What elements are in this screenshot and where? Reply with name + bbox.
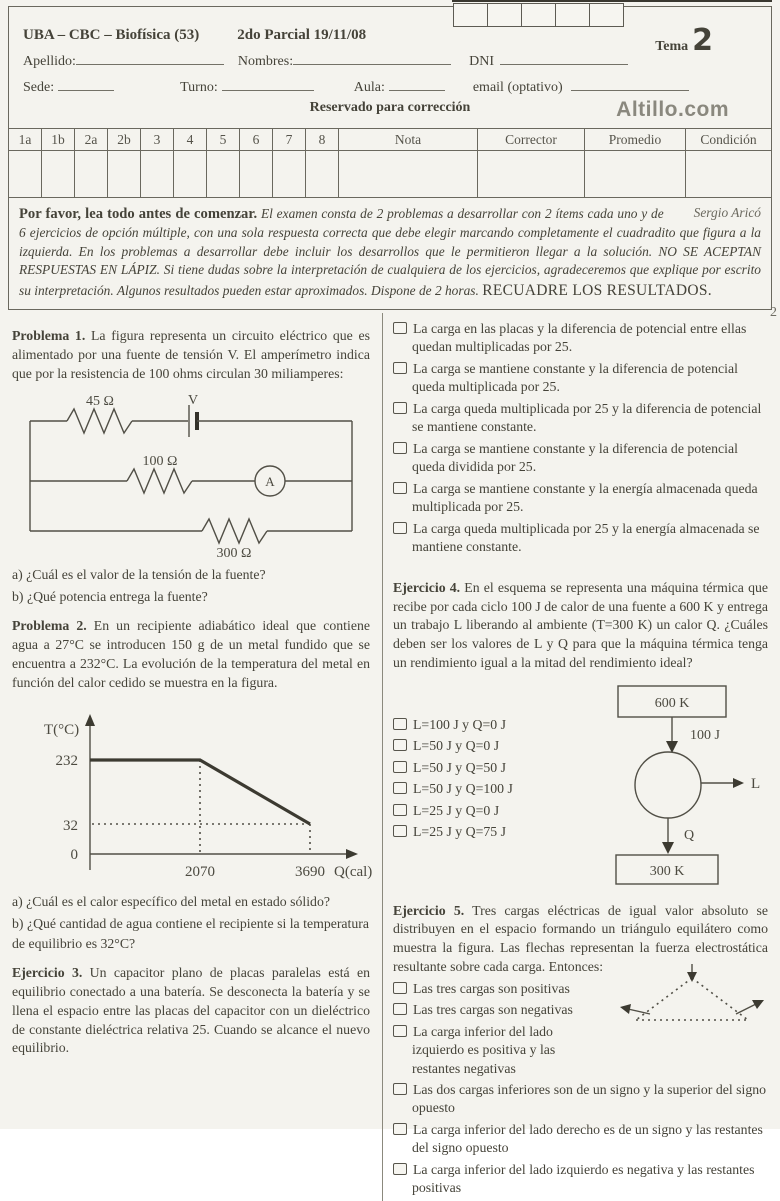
problema1-title: Problema 1.	[12, 328, 86, 343]
ejercicio5-text: Tres cargas eléctricas de igual valor absoluto se distribuyen en el espacio formando un triángulo equilátero como muestra la figura. Las flechas representan la fuerza electrostática resultante sobre cada carga. Entonces:	[393, 902, 769, 974]
ejercicio4-title: Ejercicio 4.	[393, 579, 461, 595]
author-signature: Sergio Aricó	[693, 205, 761, 220]
resistor-bottom-label: 300 Ω	[216, 546, 252, 562]
grade-cell	[9, 151, 42, 198]
nombres-blank	[293, 51, 451, 65]
grade-cell	[141, 151, 174, 198]
ej5-option	[393, 1081, 768, 1118]
left-force-arrowhead-icon	[620, 1004, 631, 1014]
circuit-diagram	[12, 393, 370, 561]
grade-cell	[108, 151, 141, 198]
charge-triangle-diagram	[616, 962, 768, 1038]
nombres-label: Nombres:	[237, 54, 294, 69]
ej3-option	[393, 400, 768, 437]
grade-col: 8	[306, 129, 339, 151]
ammeter-label: A	[265, 474, 275, 490]
checkbox-icon	[393, 522, 407, 534]
header-fields-row-2	[23, 77, 757, 96]
grade-col: 1a	[9, 129, 42, 151]
ej4-option	[393, 759, 588, 777]
tema-number: 2	[692, 23, 713, 58]
checkbox-icon	[393, 1163, 407, 1175]
course-title-line	[23, 27, 757, 44]
ej3-option	[393, 320, 768, 357]
email-label: email (optativo)	[472, 80, 563, 95]
ejercicio3-statement	[12, 964, 370, 1058]
turno-label: Turno:	[180, 80, 218, 95]
checkbox-icon	[393, 1025, 407, 1037]
ejercicio3-options	[393, 320, 768, 557]
checkbox-icon	[393, 782, 407, 794]
ejercicio4-figure-row	[393, 683, 768, 888]
ejercicio4-options	[393, 683, 588, 888]
heat-out-label: Q	[684, 827, 695, 843]
ej5-option	[393, 1121, 768, 1158]
x-axis-arrow-icon	[346, 849, 358, 859]
instructions-lead: Por favor, lea todo antes de comenzar.	[19, 206, 258, 222]
aula-blank	[389, 77, 445, 91]
course-title: UBA – CBC – Biofísica (53)	[23, 27, 200, 43]
ej3-option-text: La carga queda multiplicada por 25 y la energía almacenada se mantiene constante.	[412, 520, 760, 555]
reserved-title: Reservado para corrección	[309, 100, 471, 115]
ej5-option-text: Las dos cargas inferiores son de un signo y la superior del signo opuesto	[412, 1081, 767, 1116]
checkbox-icon	[393, 825, 407, 837]
problema2-statement	[12, 617, 370, 692]
resistor-mid-label: 100 Ω	[142, 454, 178, 470]
turno-blank	[222, 77, 314, 91]
scan-edge-artifact	[452, 0, 772, 2]
aula-label: Aula:	[353, 80, 385, 95]
resistor-mid	[127, 469, 192, 493]
ej4-option-text: L=50 J y Q=100 J	[413, 781, 513, 797]
ej3-option-text: La carga queda multiplicada por 25 y la diferencia de potencial se mantiene constante.	[412, 400, 762, 435]
tema-badge	[655, 23, 713, 58]
triangle-left-side	[636, 978, 692, 1020]
exam-header	[8, 6, 772, 128]
ej4-option	[393, 823, 588, 841]
grade-cell	[686, 151, 772, 198]
instructions-body: El examen consta de 2 problemas a desarrollar con 2 ítems cada uno y de 6 ejercicios de opción múltiple, con una sola respuesta correcta que debe elegir marcando completamente el cuadradito que figura a la izquierda. En los problemas a desarrollar debe incluir los desarrollos que le permitieron llegar a la solución. NO SE ACEPTAN RESPUESTAS EN LÁPIZ. Si tiene dudas sobre la interpretación de cualquiera de los ejercicios, agradeceremos que explique por escrito su interpretación. Algunos resultados pueden estar aproximados. Dispone de 2 horas.	[19, 206, 761, 298]
grade-cell	[273, 151, 306, 198]
top-force-arrowhead-icon	[687, 972, 697, 982]
checkbox-icon	[393, 402, 407, 414]
ej5-option	[393, 1161, 768, 1198]
problema2-title: Problema 2.	[12, 618, 87, 634]
checkbox-icon	[393, 362, 407, 374]
grade-cell	[207, 151, 240, 198]
grade-col: 3	[141, 129, 174, 151]
y-axis-arrow-icon	[85, 714, 95, 726]
email-blank	[571, 77, 689, 91]
checkbox-icon	[393, 1083, 407, 1095]
checkbox-icon	[393, 1003, 407, 1015]
apellido-blank	[76, 51, 224, 65]
hot-reservoir-label: 600 K	[654, 695, 690, 711]
ejercicio3-title: Ejercicio 3.	[12, 965, 83, 981]
grade-cell	[75, 151, 108, 198]
ejercicio5-options	[393, 980, 768, 1198]
heat-in-arrowhead-icon	[666, 741, 678, 753]
tema-label: Tema	[655, 39, 689, 54]
code-box	[556, 3, 590, 27]
checkbox-icon	[393, 804, 407, 816]
ejercicio4-statement	[393, 579, 768, 673]
ej4-option-text: L=50 J y Q=50 J	[413, 759, 506, 775]
grade-cell	[306, 151, 339, 198]
checkbox-icon	[393, 761, 407, 773]
ejercicio3-text: Un capacitor plano de placas paralelas está en equilibrio conectado a una batería. Se desconecta la batería y se llena el espacio entre las placas del capacitor con un dieléctrico de constante dieléctrica relativa 25. Cuando se alcance el nuevo equilibrio.	[12, 965, 371, 1056]
grade-col: Nota	[339, 129, 478, 151]
exam-sheet	[8, 6, 772, 1201]
altillo-watermark: Altillo.com	[616, 98, 729, 121]
problema1-statement	[12, 327, 370, 383]
ej3-option	[393, 520, 768, 557]
ej3-option-text: La carga se mantiene constante y la diferencia de potencial queda multiplicada por 25.	[412, 360, 738, 395]
ej4-option	[393, 716, 588, 734]
grade-cell	[240, 151, 273, 198]
ej4-option-text: L=100 J y Q=0 J	[413, 716, 506, 732]
apellido-label: Apellido:	[23, 54, 76, 69]
grade-col: 5	[207, 129, 240, 151]
resistor-top	[67, 409, 132, 433]
grade-col: 1b	[42, 129, 75, 151]
heat-out-arrowhead-icon	[662, 842, 674, 854]
y-tick-232: 232	[55, 753, 78, 770]
checkbox-icon	[393, 718, 407, 730]
grade-col: Condición	[686, 129, 772, 151]
reserved-line	[23, 100, 757, 126]
ej4-option-text: L=25 J y Q=75 J	[413, 823, 506, 839]
exam-body	[8, 313, 772, 1201]
grade-table	[8, 128, 772, 198]
ej5-option-text: Las tres cargas son positivas	[413, 980, 570, 996]
ej3-option	[393, 480, 768, 517]
source-label: V	[187, 393, 199, 409]
ej4-option	[393, 802, 588, 820]
ej4-option	[393, 780, 588, 798]
ej4-option-text: L=50 J y Q=0 J	[413, 738, 500, 754]
work-label: L	[751, 775, 761, 792]
cold-reservoir-label: 300 K	[649, 863, 685, 879]
ej5-option-text: La carga inferior del lado izquierdo es negativa y las restantes positivas	[412, 1161, 755, 1196]
checkbox-icon	[393, 1123, 407, 1135]
problema1-text: La figura representa un circuito eléctrico que es alimentado por una fuente de tensión V. El amperímetro indica que por la resistencia de 100 ohms circulan 30 miliamperes:	[12, 328, 370, 381]
problema2-question-a: a) ¿Cuál es el calor específico del metal en estado sólido?	[12, 894, 330, 910]
sede-label: Sede:	[23, 80, 55, 95]
grade-col: Corrector	[478, 129, 585, 151]
checkbox-icon	[393, 482, 407, 494]
x-tick-3690: 3690	[295, 864, 325, 881]
x-tick-2070: 2070	[185, 864, 215, 881]
y-axis-label: T(°C)	[44, 722, 80, 739]
y-tick-0: 0	[70, 847, 78, 864]
checkbox-icon	[393, 322, 407, 334]
ej3-option	[393, 360, 768, 397]
dni-blank	[500, 51, 628, 65]
checkbox-icon	[393, 442, 407, 454]
ej3-option-text: La carga en las placas y la diferencia de potencial entre ellas quedan multiplicadas por 25.	[412, 321, 747, 355]
grade-col: 2a	[75, 129, 108, 151]
resistor-top-label: 45 Ω	[86, 394, 114, 410]
grade-col: 6	[240, 129, 273, 151]
ej4-option-text: L=25 J y Q=0 J	[413, 802, 500, 818]
grade-cell	[478, 151, 585, 198]
ej3-option-text: La carga se mantiene constante y la energía almacenada queda multiplicada por 25.	[412, 480, 758, 515]
grade-table-header-row	[9, 129, 772, 151]
resistor-bottom	[202, 519, 267, 543]
right-force-arrow	[736, 1004, 756, 1014]
x-axis-label: Q(cal)	[334, 864, 373, 881]
heat-in-label: 100 J	[690, 727, 720, 743]
ej5-option-text: La carga inferior del lado derecho es de un signo y las restantes del signo opuesto	[412, 1121, 763, 1156]
grade-cell	[42, 151, 75, 198]
grade-col: 4	[174, 129, 207, 151]
grade-cell	[339, 151, 478, 198]
heat-engine-diagram	[588, 683, 763, 888]
exam-title: 2do Parcial 19/11/08	[237, 27, 367, 43]
triangle-right-side	[692, 978, 748, 1020]
engine-circle	[635, 752, 701, 818]
grade-cell	[585, 151, 686, 198]
grade-col: Promedio	[585, 129, 686, 151]
checkbox-icon	[393, 739, 407, 751]
ej5-option-text: Las tres cargas son negativas	[413, 1002, 573, 1018]
header-fields-row-1	[23, 51, 757, 70]
problema2-text: En un recipiente adiabático ideal que contiene agua a 27°C se introducen 150 g de un metal fundido que se encuentra a 232°C. La evolución de la temperatura del metal en función del calor cedido se muestra en la figura.	[12, 618, 370, 690]
temperature-vs-heat-chart	[12, 702, 373, 888]
work-arrowhead-icon	[733, 778, 744, 788]
ej3-option-text: La carga se mantiene constante y la diferencia de potencial queda dividida por 25.	[412, 440, 738, 475]
grade-col: 2b	[108, 129, 141, 151]
code-box	[590, 3, 624, 27]
ejercicio5-title: Ejercicio 5.	[393, 902, 465, 918]
checkbox-icon	[393, 982, 407, 994]
dni-label: DNI	[469, 54, 494, 69]
student-code-boxes	[453, 3, 624, 27]
left-force-arrow	[628, 1009, 650, 1014]
code-box	[488, 3, 522, 27]
ej5-option-text: La carga inferior del lado izquierdo es positiva y las restantes negativas	[412, 1023, 556, 1076]
right-column	[382, 313, 772, 1201]
code-box	[522, 3, 556, 27]
ej4-option	[393, 737, 588, 755]
code-box	[453, 3, 488, 27]
problema1-question-b: b) ¿Qué potencia entrega la fuente?	[12, 589, 208, 605]
grade-col: 7	[273, 129, 306, 151]
left-column	[8, 313, 382, 1201]
problema2-question-b: b) ¿Qué cantidad de agua contiene el recipiente si la temperatura de equilibrio es 32°C?	[12, 916, 370, 952]
grade-table-empty-row	[9, 151, 772, 198]
grade-cell	[174, 151, 207, 198]
ej3-option	[393, 440, 768, 477]
instructions-box	[8, 198, 772, 310]
ejercicio4-text: En el esquema se representa una máquina térmica que recibe por cada ciclo 100 J de calor de una fuente a 600 K y entrega un trabajo L liberando al ambiente (T=300 K) un calor Q. ¿Cuáles deben ser los valores de L y Q para que la máquina térmica tenga un rendimiento igual a la mitad del rendimiento ideal?	[393, 579, 769, 670]
margin-page-mark: 2	[770, 305, 777, 320]
instructions-emphasis: RECUADRE LOS RESULTADOS.	[482, 281, 712, 299]
sede-blank	[58, 77, 114, 91]
problema1-question-a: a) ¿Cuál es el valor de la tensión de la fuente?	[12, 567, 266, 583]
y-tick-32: 32	[63, 818, 78, 835]
